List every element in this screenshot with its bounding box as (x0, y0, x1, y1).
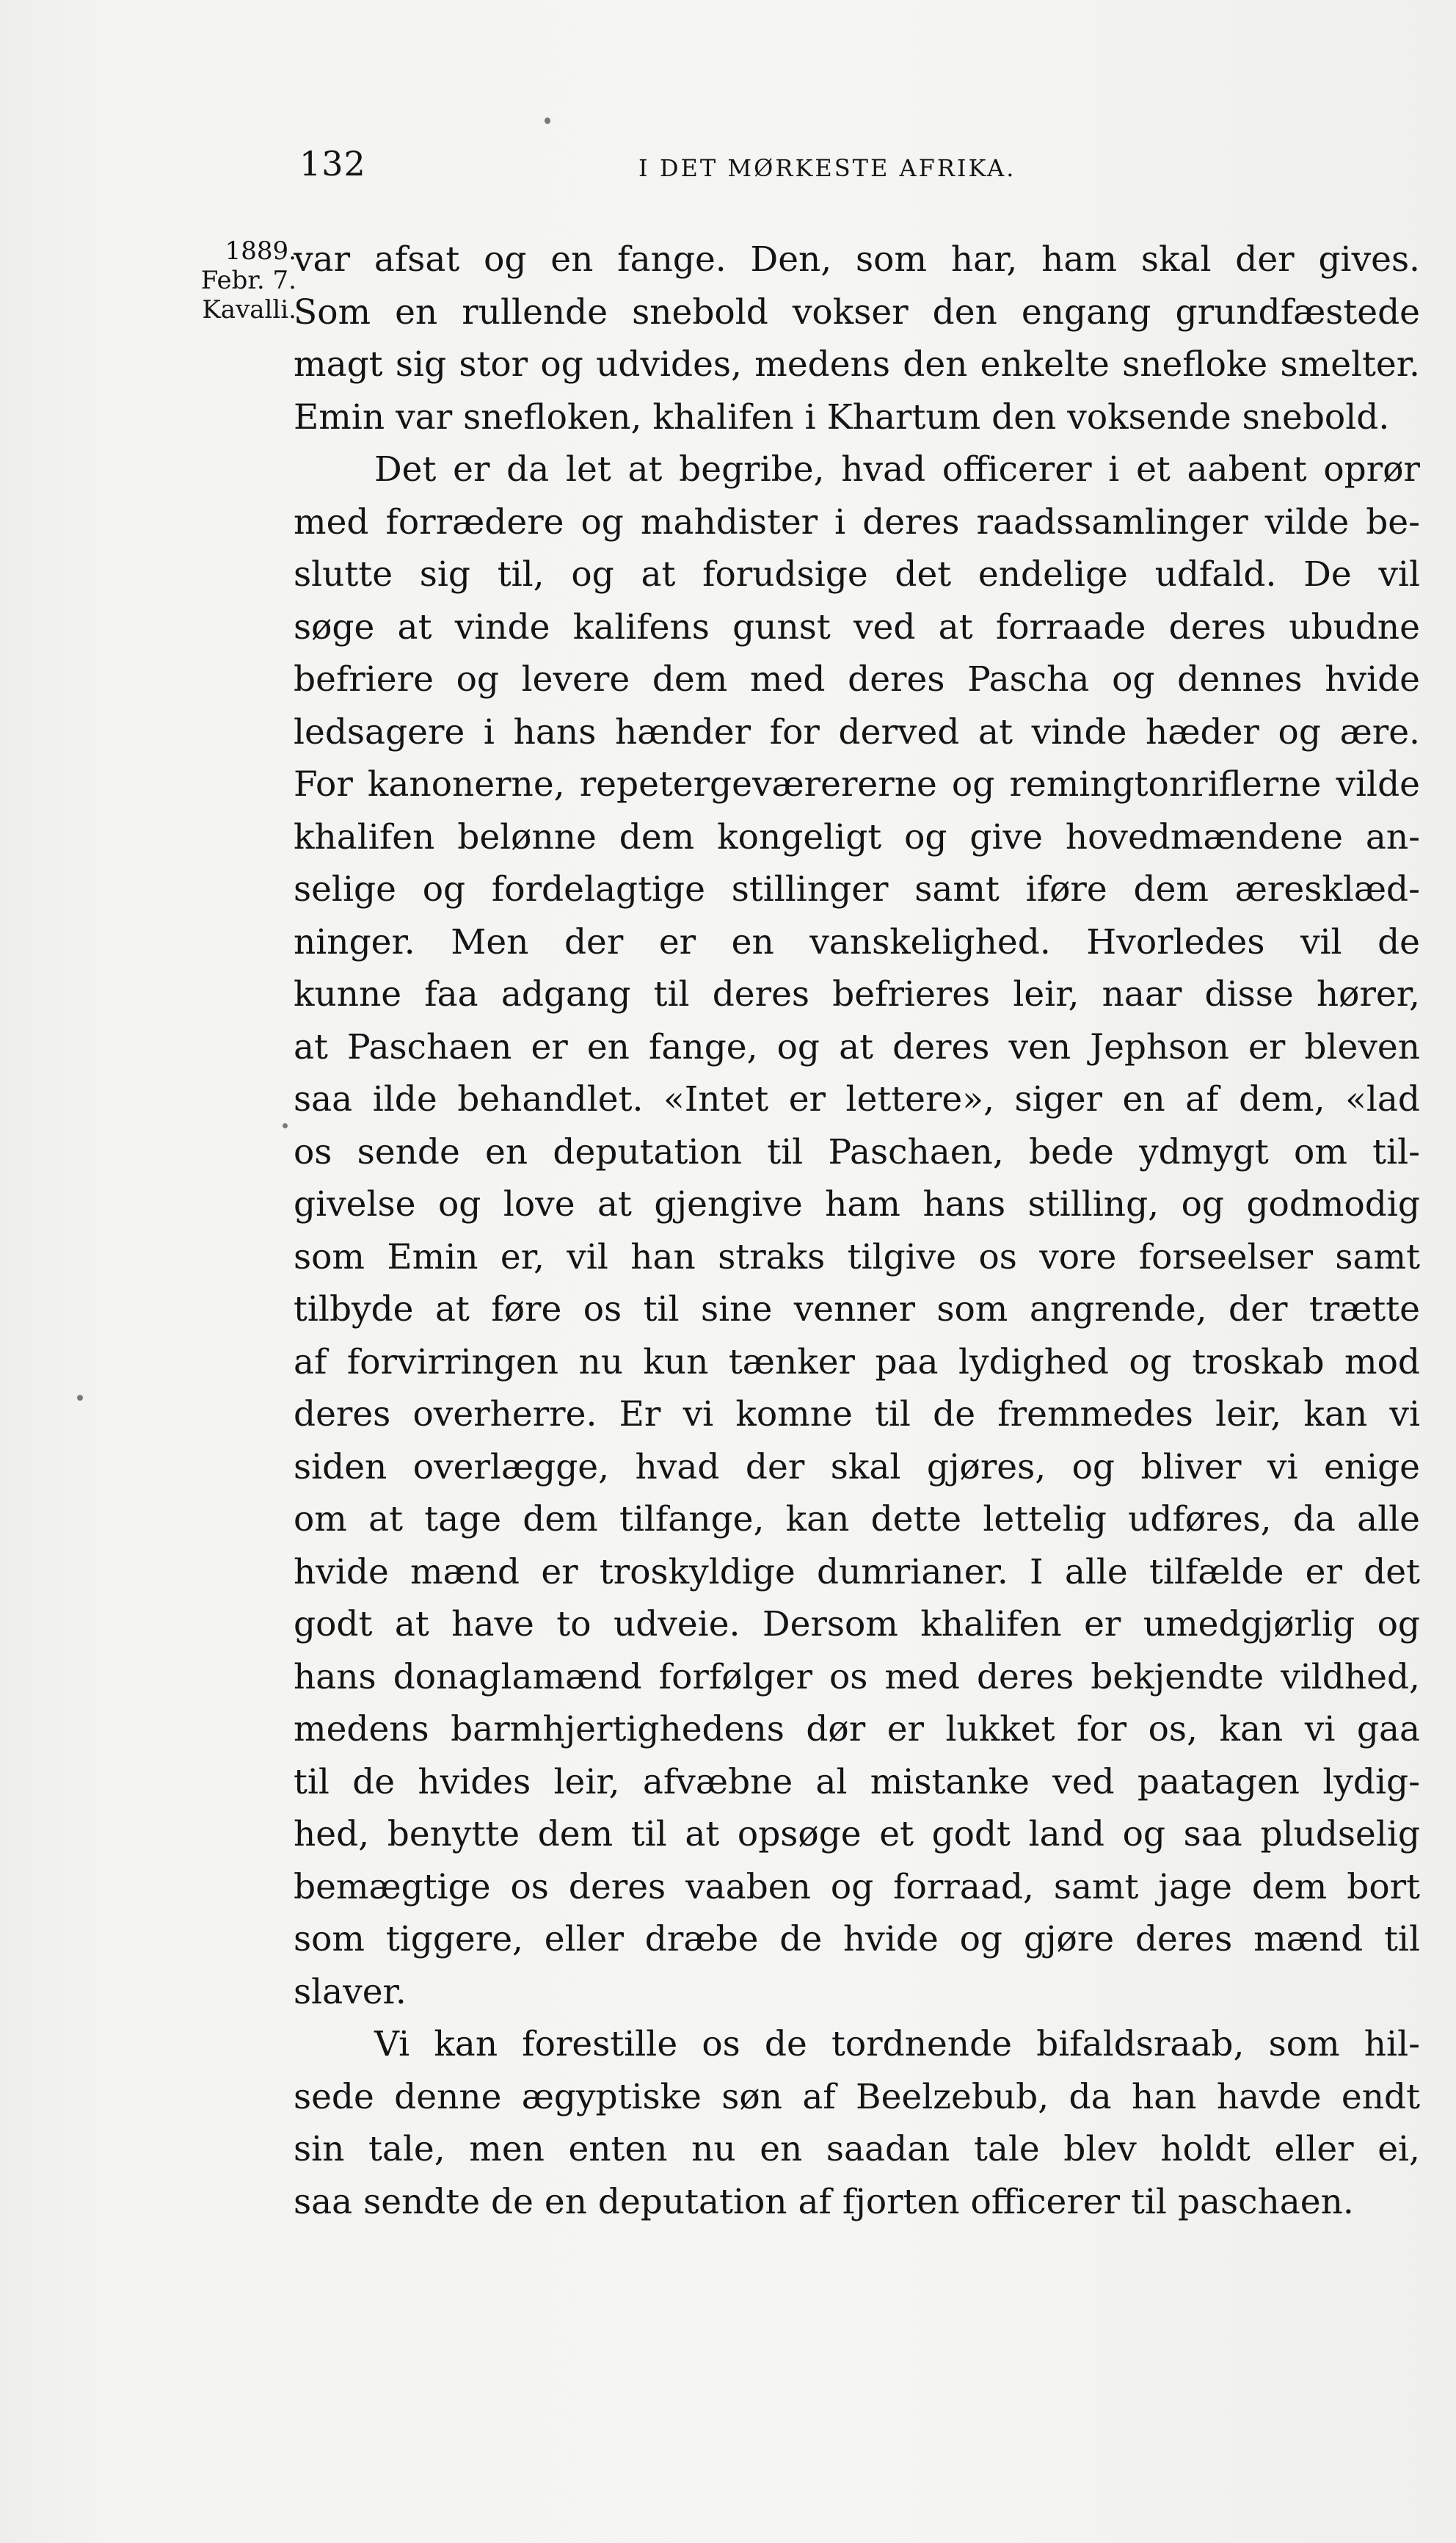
text-line: Emin var snefloken, khalifen i Khartum den voksende snebold. (294, 396, 1390, 438)
text-line: Som en rullende snebold vokser den engang grundfæstede (294, 291, 1420, 333)
page-header (294, 144, 1101, 195)
text-line: hvide mænd er troskyldige dumrianer. I alle tilfælde er det (294, 1551, 1420, 1592)
text-line: deres overherre. Er vi komne til de fremmedes leir, kan vi (294, 1394, 1420, 1434)
running-title: I DET MØRKESTE AFRIKA. (638, 154, 1016, 182)
text-line: bemægtige os deres vaaben og forraad, samt jage dem bort (294, 1866, 1420, 1907)
text-line: som Emin er, vil han straks tilgive os vore forseelser samt (294, 1236, 1420, 1277)
body-text (294, 233, 1420, 2228)
text-line: af forvirringen nu kun tænker paa lydighed og troskab mod (294, 1341, 1420, 1382)
text-line: tilbyde at føre os til sine venner som angrende, der trætte (294, 1289, 1420, 1329)
text-line: givelse og love at gjengive ham hans stilling, og godmodig (294, 1184, 1420, 1225)
text-line: befriere og levere dem med deres Pascha og dennes hvide (294, 659, 1420, 700)
text-line: medens barmhjertighedens dør er lukket for os, kan vi gaa (294, 1709, 1420, 1749)
text-line: med forrædere og mahdister i deres raadssamlinger vilde be- (294, 501, 1420, 543)
margin-note-place: Kavalli. (202, 295, 296, 324)
text-line: som tiggere, eller dræbe de hvide og gjøre deres mænd til (294, 1919, 1420, 1959)
text-line: godt at have to udveie. Dersom khalifen er umedgjørlig og (294, 1604, 1420, 1644)
text-line: at Paschaen er en fange, og at deres ven Jephson er bleven (294, 1026, 1420, 1067)
print-speck (545, 117, 550, 124)
page-number: 132 (299, 144, 366, 184)
text-line: khalifen belønne dem kongeligt og give hovedmændene an- (294, 816, 1420, 857)
text-line: slaver. (294, 1971, 407, 2012)
text-line: ledsagere i hans hænder for derved at vinde hæder og ære. (294, 711, 1420, 752)
text-line: søge at vinde kalifens gunst ved at forraade deres ubudne (294, 606, 1420, 647)
text-line: ninger. Men der er en vanskelighed. Hvorledes vil de (294, 921, 1420, 962)
text-line: Vi kan forestille os de tordnende bifaldsraab, som hil- (374, 2024, 1420, 2064)
text-line: slutte sig til, og at forudsige det endelige udfald. De vil (294, 554, 1420, 595)
text-line: saa sendte de en deputation af fjorten officerer til paschaen. (294, 2181, 1354, 2222)
text-line: For kanonerne, repetergeværererne og remingtonriflerne vilde (294, 764, 1420, 805)
text-line: kunne faa adgang til deres befrieres leir, naar disse hører, (294, 974, 1420, 1015)
text-line: os sende en deputation til Paschaen, bede ydmygt om til- (294, 1131, 1420, 1172)
text-line: saa ilde behandlet. «Intet er lettere», siger en af dem, «lad (294, 1079, 1420, 1120)
text-line: om at tage dem tilfange, kan dette lettelig udføres, da alle (294, 1499, 1420, 1539)
text-line: magt sig stor og udvides, medens den enkelte snefloke smelter. (294, 344, 1420, 385)
text-line: var afsat og en fange. Den, som har, ham skal der gives. (294, 239, 1420, 280)
text-line: selige og fordelagtige stillinger samt iføre dem æresklæd- (294, 869, 1420, 910)
paragraph (294, 443, 1420, 2018)
text-line: hed, benytte dem til at opsøge et godt land og saa pludselig (294, 1814, 1420, 1854)
print-speck (283, 1123, 288, 1128)
print-speck (77, 1395, 83, 1401)
paragraph (294, 233, 1420, 443)
text-line: til de hvides leir, afvæbne al mistanke ved paatagen lydig- (294, 1761, 1420, 1802)
text-line: sin tale, men enten nu en saadan tale blev holdt eller ei, (294, 2129, 1420, 2169)
margin-note-date: Febr. 7. (200, 266, 296, 295)
text-line: Det er da let at begribe, hvad officerer i et aabent oprør (374, 449, 1420, 490)
paragraph (294, 2018, 1420, 2228)
margin-note (173, 236, 296, 324)
text-line: sede denne ægyptiske søn af Beelzebub, da han havde endt (294, 2076, 1420, 2117)
margin-note-year: 1889. (225, 236, 296, 266)
text-line: hans donaglamænd forfølger os med deres bekjendte vildhed, (294, 1656, 1420, 1697)
text-line: siden overlægge, hvad der skal gjøres, og bliver vi enige (294, 1446, 1420, 1487)
